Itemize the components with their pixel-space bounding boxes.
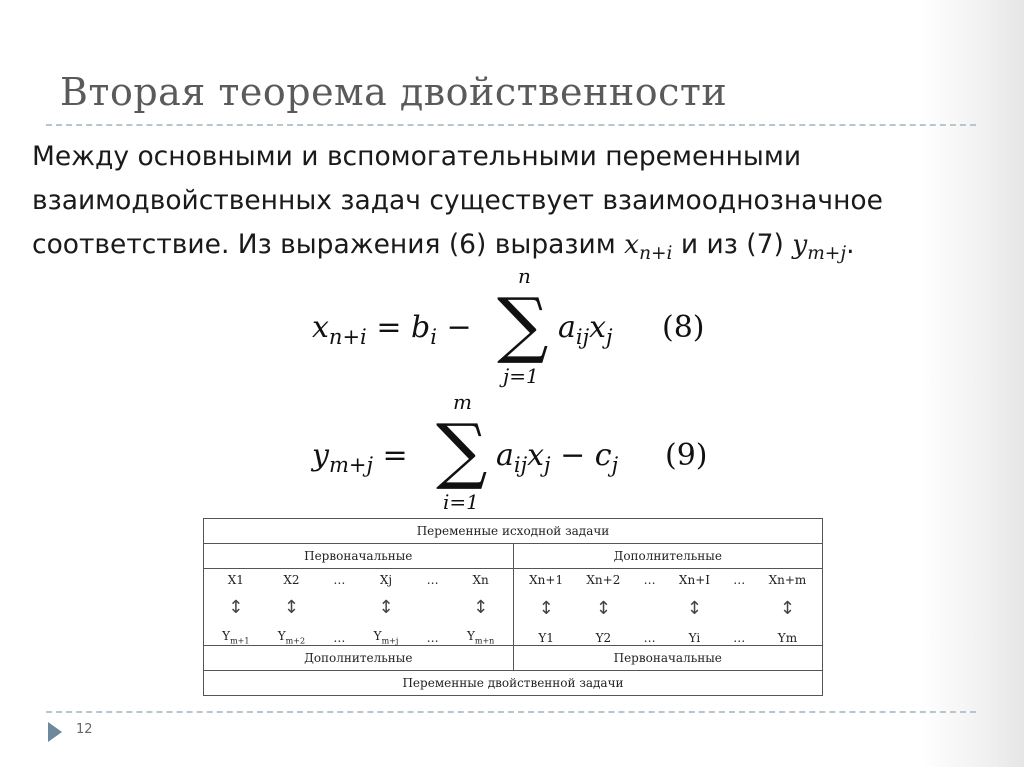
formula-9-upper-limit: m — [453, 390, 472, 414]
right-vars-item-2 — [644, 569, 656, 645]
table-group-row — [204, 544, 823, 569]
table-vars-row — [204, 569, 823, 646]
var-bottom: Ym — [777, 631, 798, 645]
var-bottom: $Y_{m+j}$ — [373, 628, 399, 645]
var-top: Xn+2 — [586, 573, 621, 587]
formula-9-lhs — [312, 438, 408, 478]
formula-9-lhs-var: y — [312, 438, 329, 473]
formula-9-lhs-sub: m+j — [328, 453, 373, 478]
formula-9-term — [496, 438, 619, 478]
var-bottom: Y1 — [538, 631, 554, 645]
table-header-row — [204, 519, 823, 544]
formula-9-sigma: ∑ — [436, 408, 488, 492]
formula-9-term-x-sub: j — [544, 453, 551, 478]
paragraph-line-1: Между основными и вспомогательными переменными — [32, 141, 802, 172]
footer-divider — [46, 711, 976, 713]
formula-8-term-a-sub: ij — [575, 325, 590, 350]
formula-9-term-a: a — [496, 438, 514, 473]
var-top: … — [733, 573, 746, 587]
right-vars-item-1 — [586, 569, 620, 645]
var-top: Xj — [379, 573, 393, 587]
var-top: Xn+m — [768, 573, 807, 587]
formula-8-b-sub: i — [430, 325, 437, 350]
var-top: Xn+I — [678, 573, 710, 587]
var-top: … — [333, 573, 346, 587]
double-arrow-icon: ↕ — [686, 598, 702, 619]
left-vars-item-1 — [278, 569, 305, 645]
table-right-vars-cell — [513, 569, 823, 646]
formula-9-minus: − — [560, 438, 586, 473]
paragraph-line-2: взаимодвойственных задач существует взаимооднозначное — [32, 185, 883, 216]
var-top: Xn+1 — [529, 573, 564, 587]
var-bottom: $Y_{m+n}$ — [466, 628, 495, 645]
right-vars-item-4 — [733, 569, 745, 645]
right-vars-item-5 — [769, 569, 807, 645]
inline-var-y-sub: m+j — [807, 243, 847, 265]
inline-var-y: y — [792, 229, 808, 260]
left-vars-item-0 — [222, 569, 249, 645]
formula-8-lower-limit: j=1 — [503, 364, 539, 388]
var-top: … — [643, 573, 656, 587]
double-arrow-icon: ↕ — [473, 596, 489, 618]
paragraph-line-3-end: . — [846, 229, 855, 260]
var-bottom: … — [333, 631, 346, 645]
formula-9-term-a-sub: ij — [513, 453, 528, 478]
page-number: 12 — [76, 722, 93, 737]
formula-8-term — [558, 310, 613, 350]
var-bottom: … — [643, 631, 656, 645]
left-vars-item-4 — [427, 569, 439, 645]
var-bottom-sub: m+1 — [230, 635, 250, 645]
table-footer-row — [204, 671, 823, 696]
var-bottom-sub: m+j — [381, 635, 399, 645]
slide-paragraph — [32, 135, 997, 270]
formula-8-sigma: ∑ — [497, 282, 549, 366]
double-arrow-icon: ↕ — [779, 598, 795, 619]
double-arrow-icon: ↕ — [283, 596, 299, 618]
var-top: … — [426, 573, 439, 587]
double-arrow-icon: ↕ — [595, 598, 611, 619]
table-dual-group-row — [204, 646, 823, 671]
left-vars-item-2 — [333, 569, 345, 645]
var-bottom: $Y_{m+1}$ — [222, 628, 250, 645]
left-vars-list — [204, 569, 513, 645]
formula-8-upper-limit: n — [518, 264, 531, 288]
paragraph-line-3-mid: и из (7) — [672, 229, 793, 260]
slide-title: Вторая теорема двойственности — [60, 70, 728, 114]
var-top: X1 — [227, 573, 244, 587]
double-arrow-icon: ↕ — [228, 596, 244, 618]
var-bottom-sub: m+n — [474, 635, 495, 645]
table-header-original: Переменные исходной задачи — [204, 519, 823, 544]
table-right-dual-group: Первоначальные — [513, 646, 823, 671]
table-left-group: Первоначальные — [204, 544, 514, 569]
table-footer-dual: Переменные двойственной задачи — [204, 671, 823, 696]
var-bottom: … — [426, 631, 439, 645]
table-left-vars-cell — [204, 569, 514, 646]
left-vars-item-3 — [374, 569, 399, 645]
formula-8-minus: − — [446, 310, 472, 345]
formula-8-lhs-sub: n+i — [328, 325, 367, 350]
formula-8-term-x-sub: j — [606, 325, 613, 350]
var-bottom: $Y_{m+2}$ — [277, 628, 306, 645]
formula-9-label: (9) — [665, 438, 708, 473]
right-vars-list — [514, 569, 823, 645]
formula-8-label: (8) — [662, 310, 705, 345]
formula-9-lower-limit: i=1 — [443, 490, 479, 514]
left-vars-item-5 — [467, 569, 494, 645]
formula-9-term-x: x — [527, 438, 545, 473]
double-arrow-icon: ↕ — [538, 598, 554, 619]
formula-8-eq: = — [376, 310, 402, 345]
double-arrow-icon: ↕ — [378, 596, 394, 618]
formula-9-c-sub: j — [611, 453, 619, 478]
right-vars-item-0 — [529, 569, 563, 645]
var-bottom-sub: m+2 — [285, 635, 306, 645]
formula-8-lhs-var: x — [312, 310, 329, 345]
formula-9-c: c — [594, 438, 612, 473]
table-left-dual-group: Дополнительные — [204, 646, 514, 671]
var-top: X2 — [283, 573, 300, 587]
var-bottom: Y2 — [595, 631, 612, 645]
variables-correspondence-table — [203, 518, 823, 696]
right-vars-item-3 — [679, 569, 710, 645]
table-right-group: Дополнительные — [513, 544, 823, 569]
paragraph-line-3 — [32, 223, 997, 270]
play-arrow-icon — [48, 722, 62, 742]
inline-var-x: x — [624, 229, 640, 260]
title-divider — [46, 124, 976, 126]
paragraph-line-3-start: соответствие. Из выражения (6) выразим — [32, 229, 625, 260]
var-bottom: Yi — [688, 631, 701, 645]
formula-8-lhs — [312, 310, 472, 350]
formula-9-eq: = — [382, 438, 408, 473]
formula-8-b: b — [411, 310, 431, 345]
inline-var-x-sub: n+i — [639, 243, 673, 265]
formula-8-term-x: x — [589, 310, 607, 345]
var-bottom: … — [733, 631, 746, 645]
formula-8-term-a: a — [558, 310, 576, 345]
var-top: Xn — [472, 573, 489, 587]
